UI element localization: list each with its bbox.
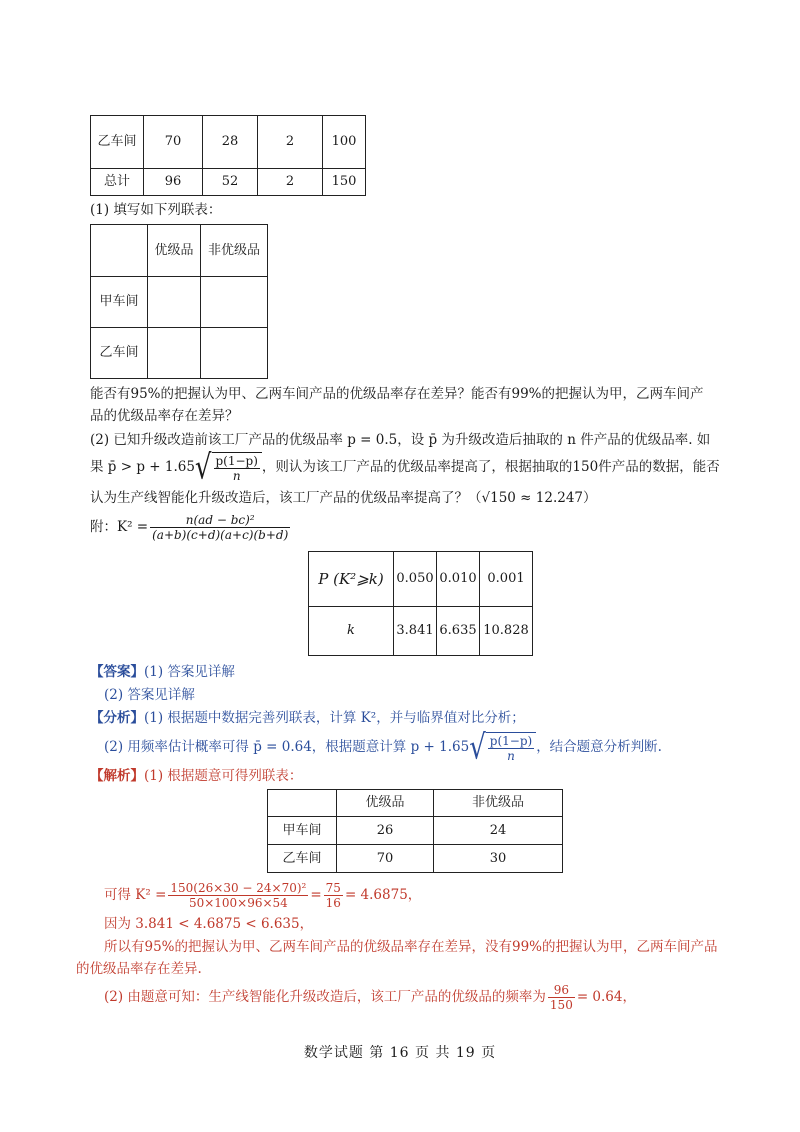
page-footer: 数学试题 第 16 页 共 19 页 [303, 1045, 497, 1061]
table-cell [268, 790, 337, 817]
analysis-line1 [90, 708, 525, 728]
solution-text: (1) 根据题意可得列联表： [144, 768, 303, 784]
critical-value-table [308, 551, 533, 656]
fraction-numerator: p(1−p) [215, 454, 258, 468]
answer-line1 [90, 662, 235, 682]
table-cell [201, 328, 268, 379]
table-cell: 非优级品 [201, 225, 268, 277]
table-cell: 乙车间 [268, 845, 337, 873]
table-row [309, 607, 533, 656]
question-1-text-line1: 能否有95%的把握认为甲、乙两车间产品的优级品率存在差异？能否有99%的把握认为甲，乙两车间产 [90, 386, 704, 402]
table-cell [148, 277, 201, 328]
table-cell [148, 328, 201, 379]
table-row [91, 328, 268, 379]
table-cell: 30 [434, 845, 563, 873]
table-cell: 乙车间 [91, 116, 144, 169]
analysis-text: (1) 根据题中数据完善列联表，计算 K²，并与临界值对比分析； [144, 710, 525, 726]
table-cell: 6.635 [437, 607, 480, 656]
table-row [91, 277, 268, 328]
solution-conclusion-line1: 所以有95%的把握认为甲、乙两车间产品的优级品率存在差异，没有99%的把握认为甲，乙两车间产品 [104, 939, 718, 955]
sqrt-expression: √ $\frac{p(1-p)}{n}$ [469, 732, 536, 763]
table-cell: 24 [434, 817, 563, 845]
table-cell: 10.828 [480, 607, 533, 656]
answer-text: (1) 答案见详解 [144, 664, 235, 680]
text-fragment: 可得 K² = [104, 887, 167, 903]
fraction-numerator: p(1−p) [489, 734, 533, 748]
table-cell: 100 [323, 116, 366, 169]
table-cell: 总计 [91, 169, 144, 196]
question-1-text-line2: 品的优级品率存在差异？ [90, 408, 239, 424]
text-fragment: ，则认为该工厂产品的优级品率提高了，根据抽取的150件产品的数据，能否 [261, 459, 720, 475]
solution-k-squared-calc [104, 880, 421, 910]
table-cell: 70 [337, 845, 434, 873]
fraction-numerator: n(ad − bc)² [150, 513, 290, 528]
text-fragment: (2) 由题意可知：生产线智能化升级改造后，该工厂产品的优级品的频率为 [104, 989, 546, 1005]
table-row [268, 845, 563, 873]
table-cell: 0.010 [437, 552, 480, 607]
text-fragment: 果 p̄ > p + 1.65 [90, 459, 195, 475]
table-cell: 甲车间 [91, 277, 148, 328]
fraction-numerator: 96 [548, 983, 575, 998]
table-cell: 0.050 [394, 552, 437, 607]
table-cell: 2 [258, 116, 323, 169]
data-table-continued [90, 115, 366, 196]
fraction-numerator: 75 [325, 881, 341, 895]
table-cell [91, 225, 148, 277]
table-cell: 优级品 [337, 790, 434, 817]
table-cell: 2 [258, 169, 323, 196]
blank-contingency-table [90, 224, 268, 379]
table-cell: 52 [203, 169, 258, 196]
text-fragment: = [310, 887, 322, 903]
table-cell: 96 [144, 169, 203, 196]
table-row [91, 116, 366, 169]
question-2-text-line1: (2) 已知升级改造前该工厂产品的优级品率 p = 0.5，设 p̄ 为升级改造后抽取的 n 件产品的优级品率. 如 [90, 432, 711, 448]
table-cell [201, 277, 268, 328]
fraction-denominator: 50×100×96×54 [188, 896, 288, 910]
question-2-text-line3: 认为生产线智能化升级改造后，该工厂产品的优级品率提高了？（√150 ≈ 12.247） [90, 490, 597, 506]
table-cell: 26 [337, 817, 434, 845]
table-row [91, 225, 268, 277]
fraction-denominator: n [507, 749, 515, 763]
table-cell: 0.001 [480, 552, 533, 607]
analysis-tag: 【分析】 [90, 710, 144, 726]
table-row [268, 817, 563, 845]
table-cell: 乙车间 [91, 328, 148, 379]
answer-line2: (2) 答案见详解 [104, 687, 195, 703]
solution-conclusion-line2: 的优级品率存在差异. [76, 961, 202, 977]
table-cell: 非优级品 [434, 790, 563, 817]
fraction-denominator: (a+b)(c+d)(a+c)(b+d) [152, 528, 289, 542]
text-fragment: (2) 用频率估计概率可得 p̄ = 0.64，根据题意计算 p + 1.65 [104, 739, 470, 755]
fraction-denominator: 150 [549, 998, 573, 1012]
table-cell: k [309, 607, 394, 656]
text-fragment: = 0.64， [576, 989, 636, 1005]
analysis-line2 [104, 728, 662, 767]
question-2-text-line2 [90, 448, 720, 487]
fraction-denominator: n [232, 469, 241, 483]
text-fragment: ，结合题意分析判断. [536, 739, 662, 755]
question-1-label: (1) 填写如下列联表： [90, 202, 222, 218]
table-cell: P (K²⩾k) [309, 552, 394, 607]
solution-line1 [90, 766, 302, 786]
solution-contingency-table [267, 789, 563, 873]
table-cell: 3.841 [394, 607, 437, 656]
formula-prefix: 附：K² = [90, 519, 149, 535]
solution-part2 [104, 982, 636, 1012]
table-row [91, 169, 366, 196]
table-row [268, 790, 563, 817]
table-cell: 70 [144, 116, 203, 169]
fraction-denominator: 16 [325, 896, 341, 910]
table-row [309, 552, 533, 607]
answer-tag: 【答案】 [90, 664, 144, 680]
fraction-numerator: 150(26×30 − 24×70)² [170, 881, 307, 895]
table-cell: 优级品 [148, 225, 201, 277]
solution-because: 因为 3.841 < 4.6875 < 6.635， [104, 916, 314, 932]
table-cell: 150 [323, 169, 366, 196]
text-fragment: = 4.6875， [344, 887, 422, 903]
table-cell: 甲车间 [268, 817, 337, 845]
sqrt-expression: √ $\frac{p(1-p)}{n}$ [195, 452, 262, 483]
solution-tag: 【解析】 [90, 768, 144, 784]
formula-k-squared [90, 512, 292, 542]
table-cell: 28 [203, 116, 258, 169]
